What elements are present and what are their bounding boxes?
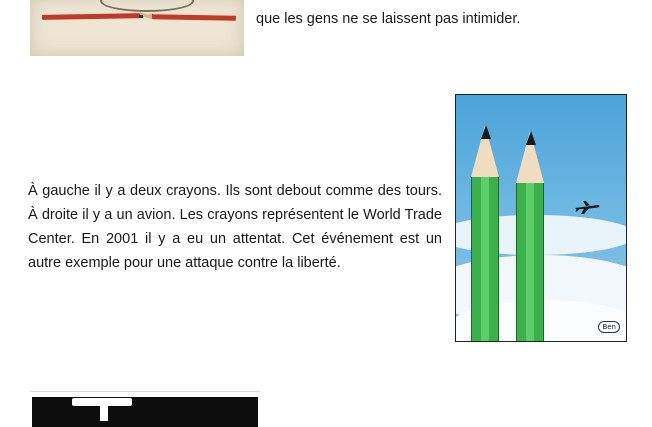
scribble-lettering: [100, 0, 194, 12]
red-pencil-right: [152, 14, 236, 20]
top-caption-line1-partial: [256, 0, 393, 2]
bottom-image-dark-panel: [32, 397, 258, 427]
top-caption-line2: que les gens ne se laissent pas intimider.: [256, 11, 521, 27]
twin-pencils-cartoon-image: [455, 94, 627, 342]
red-pencil-left: [42, 13, 140, 20]
bottom-image-partial: [30, 391, 260, 422]
bottom-image-lettering: [100, 401, 108, 421]
green-pencil-tower-left: [471, 177, 499, 342]
green-pencil-tower-right: [516, 183, 544, 342]
pencils-cartoon-image-top: [30, 0, 244, 56]
airplane-icon: [574, 199, 600, 215]
cartoon-signature: Ben: [598, 321, 620, 333]
description-paragraph: À gauche il y a deux crayons. Ils sont debout comme des tours. À droite il y a un avion. Les crayons représentent le World Trade Center. En 2001 il y a eu un attentat. Cet événement est un autre exemple pour une attaque contre la liberté.: [28, 182, 442, 271]
